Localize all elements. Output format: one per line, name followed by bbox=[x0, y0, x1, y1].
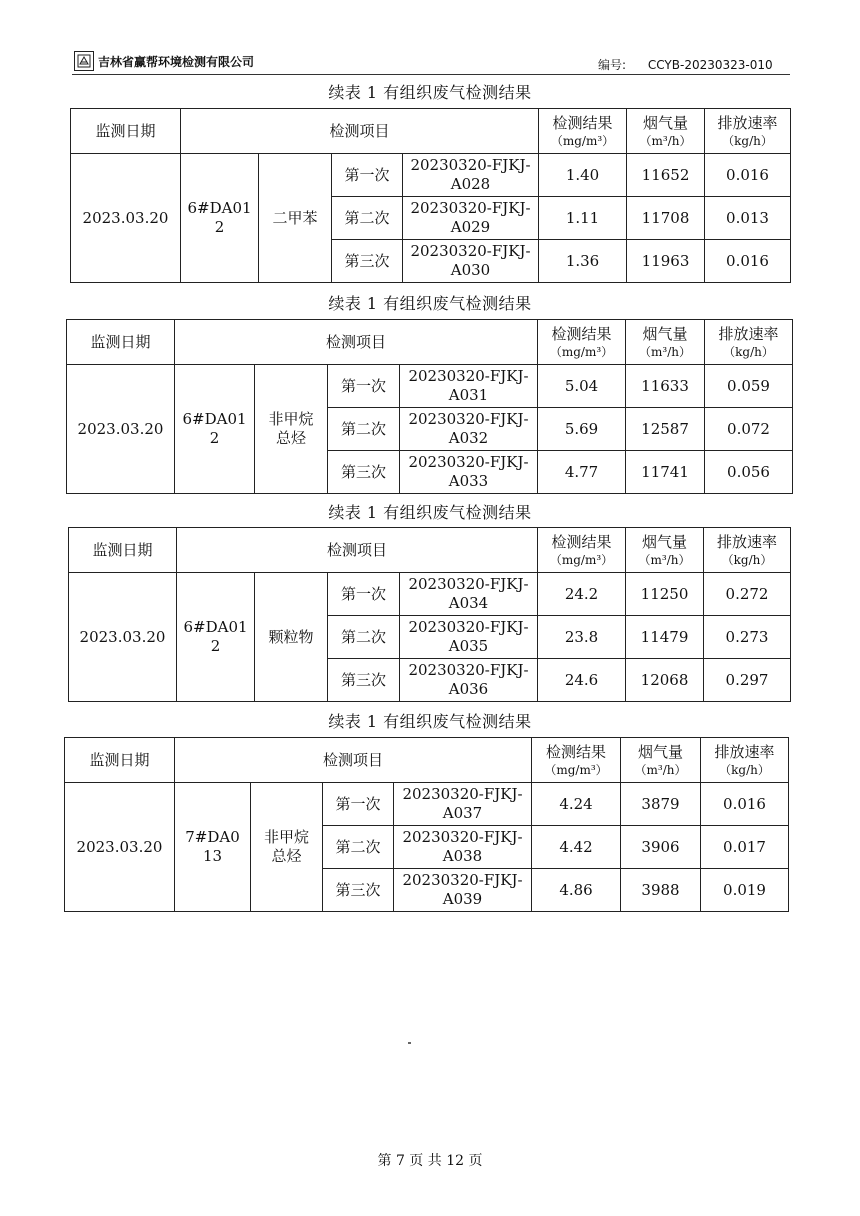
header-result-label: 检测结果 bbox=[551, 324, 612, 343]
cell-rate: 0.019 bbox=[701, 869, 789, 912]
cell-rate: 0.059 bbox=[705, 365, 793, 408]
header-result-unit: （mg/m³） bbox=[550, 133, 615, 148]
cell-result: 1.36 bbox=[539, 240, 627, 283]
cell-pollutant: 二甲苯 bbox=[259, 154, 332, 283]
cell-rate: 0.297 bbox=[704, 659, 791, 702]
cell-sample: 20230320-FJKJ-A028 bbox=[403, 154, 539, 197]
table-header-row bbox=[67, 320, 793, 365]
header-flow-label: 烟气量 bbox=[642, 324, 688, 343]
table-header-row bbox=[71, 109, 791, 154]
cell-sample: 20230320-FJKJ-A036 bbox=[400, 659, 538, 702]
header-result bbox=[538, 528, 626, 573]
cell-order: 第一次 bbox=[328, 573, 400, 616]
cell-rate: 0.017 bbox=[701, 826, 789, 869]
header-rate-unit: （kg/h） bbox=[719, 762, 770, 777]
table-row bbox=[67, 365, 793, 408]
cell-result: 1.11 bbox=[539, 197, 627, 240]
header-result bbox=[538, 320, 626, 365]
cell-flow: 12587 bbox=[626, 408, 705, 451]
cell-result: 5.69 bbox=[538, 408, 626, 451]
cell-date: 2023.03.20 bbox=[67, 365, 175, 494]
page-number: 第 7 页 共 12 页 bbox=[377, 1153, 483, 1169]
header-flow-label: 烟气量 bbox=[638, 742, 684, 761]
header-result bbox=[539, 109, 627, 154]
header-rate-label: 排放速率 bbox=[717, 113, 778, 132]
cell-date: 2023.03.20 bbox=[69, 573, 177, 702]
cell-pollutant: 非甲烷总烃 bbox=[251, 783, 323, 912]
cell-flow: 11963 bbox=[627, 240, 705, 283]
document-number-label: 编号: bbox=[598, 58, 627, 72]
cell-result: 1.40 bbox=[539, 154, 627, 197]
document-number-value: CCYB-20230323-010 bbox=[647, 58, 773, 72]
table-header-row bbox=[65, 738, 789, 783]
header-date: 监测日期 bbox=[71, 109, 181, 154]
table-caption-3: 续表 1 有组织废气检测结果 bbox=[328, 503, 532, 522]
header-flow bbox=[621, 738, 701, 783]
header-rate-unit: （kg/h） bbox=[722, 133, 773, 148]
cell-outlet: 6#DA012 bbox=[177, 573, 255, 702]
cell-result: 24.6 bbox=[538, 659, 626, 702]
header-date: 监测日期 bbox=[67, 320, 175, 365]
cell-sample: 20230320-FJKJ-A033 bbox=[400, 451, 538, 494]
cell-order: 第三次 bbox=[328, 451, 400, 494]
cell-flow: 3906 bbox=[621, 826, 701, 869]
table-caption-2: 续表 1 有组织废气检测结果 bbox=[328, 294, 532, 313]
cell-rate: 0.016 bbox=[701, 783, 789, 826]
cell-sample: 20230320-FJKJ-A030 bbox=[403, 240, 539, 283]
header-item: 检测项目 bbox=[175, 738, 532, 783]
header-rate-label: 排放速率 bbox=[718, 324, 779, 343]
header-result-unit: （mg/m³） bbox=[549, 344, 614, 359]
cell-sample: 20230320-FJKJ-A029 bbox=[403, 197, 539, 240]
cell-order: 第二次 bbox=[328, 616, 400, 659]
header-item: 检测项目 bbox=[177, 528, 538, 573]
table-row bbox=[65, 783, 789, 826]
header-result-unit: （mg/m³） bbox=[549, 552, 614, 567]
cell-order: 第一次 bbox=[328, 365, 400, 408]
cell-flow: 3879 bbox=[621, 783, 701, 826]
header-flow-unit: （m³/h） bbox=[638, 552, 691, 567]
header-flow-unit: （m³/h） bbox=[634, 762, 687, 777]
header-rate-label: 排放速率 bbox=[717, 532, 778, 551]
cell-sample: 20230320-FJKJ-A039 bbox=[394, 869, 532, 912]
header-rate bbox=[701, 738, 789, 783]
cell-order: 第三次 bbox=[323, 869, 394, 912]
cell-flow: 11741 bbox=[626, 451, 705, 494]
header-result-unit: （mg/m³） bbox=[544, 762, 608, 777]
table-header-row bbox=[69, 528, 791, 573]
cell-order: 第一次 bbox=[332, 154, 403, 197]
result-table-3 bbox=[68, 527, 791, 702]
cell-rate: 0.013 bbox=[705, 197, 791, 240]
cell-outlet: 6#DA012 bbox=[175, 365, 255, 494]
cell-flow: 11708 bbox=[627, 197, 705, 240]
header-flow bbox=[626, 320, 705, 365]
header-flow bbox=[627, 109, 705, 154]
cell-flow: 11652 bbox=[627, 154, 705, 197]
cell-rate: 0.016 bbox=[705, 154, 791, 197]
header-flow-unit: （m³/h） bbox=[639, 344, 691, 359]
result-table-1 bbox=[70, 108, 791, 283]
company-logo-icon bbox=[74, 51, 94, 71]
cell-sample: 20230320-FJKJ-A038 bbox=[394, 826, 532, 869]
header-item: 检测项目 bbox=[181, 109, 539, 154]
cell-sample: 20230320-FJKJ-A034 bbox=[400, 573, 538, 616]
cell-order: 第一次 bbox=[323, 783, 394, 826]
table-row bbox=[71, 154, 791, 197]
table-caption-4: 续表 1 有组织废气检测结果 bbox=[328, 712, 532, 731]
cell-flow: 11633 bbox=[626, 365, 705, 408]
cell-pollutant: 非甲烷总烃 bbox=[255, 365, 328, 494]
header-rate bbox=[704, 528, 791, 573]
cell-result: 4.86 bbox=[532, 869, 621, 912]
cell-order: 第二次 bbox=[332, 197, 403, 240]
cell-order: 第二次 bbox=[323, 826, 394, 869]
cell-sample: 20230320-FJKJ-A031 bbox=[400, 365, 538, 408]
cell-flow: 11250 bbox=[626, 573, 704, 616]
cell-rate: 0.016 bbox=[705, 240, 791, 283]
cell-flow: 3988 bbox=[621, 869, 701, 912]
document-number bbox=[598, 56, 773, 73]
header-rate-unit: （kg/h） bbox=[723, 344, 774, 359]
header-flow-label: 烟气量 bbox=[643, 113, 689, 132]
cell-flow: 11479 bbox=[626, 616, 704, 659]
company-name: 吉林省赢帮环境检测有限公司 bbox=[98, 54, 255, 69]
cell-order: 第三次 bbox=[328, 659, 400, 702]
header-date: 监测日期 bbox=[69, 528, 177, 573]
table-caption-1: 续表 1 有组织废气检测结果 bbox=[328, 83, 532, 102]
header-date: 监测日期 bbox=[65, 738, 175, 783]
cell-outlet: 7#DA013 bbox=[175, 783, 251, 912]
header-flow bbox=[626, 528, 704, 573]
cell-result: 4.24 bbox=[532, 783, 621, 826]
cell-rate: 0.056 bbox=[705, 451, 793, 494]
scan-speck bbox=[408, 1042, 411, 1044]
cell-sample: 20230320-FJKJ-A037 bbox=[394, 783, 532, 826]
header-result-label: 检测结果 bbox=[551, 532, 612, 551]
cell-result: 4.42 bbox=[532, 826, 621, 869]
header-item: 检测项目 bbox=[175, 320, 538, 365]
header-rate bbox=[705, 320, 793, 365]
header-result-label: 检测结果 bbox=[552, 113, 613, 132]
cell-result: 5.04 bbox=[538, 365, 626, 408]
header-flow-unit: （m³/h） bbox=[639, 133, 692, 148]
header-rate-label: 排放速率 bbox=[714, 742, 775, 761]
cell-pollutant: 颗粒物 bbox=[255, 573, 328, 702]
cell-outlet: 6#DA012 bbox=[181, 154, 259, 283]
header-rate bbox=[705, 109, 791, 154]
company-header bbox=[74, 50, 254, 72]
cell-order: 第三次 bbox=[332, 240, 403, 283]
cell-result: 23.8 bbox=[538, 616, 626, 659]
cell-sample: 20230320-FJKJ-A032 bbox=[400, 408, 538, 451]
cell-rate: 0.273 bbox=[704, 616, 791, 659]
cell-date: 2023.03.20 bbox=[65, 783, 175, 912]
result-table-2 bbox=[66, 319, 793, 494]
cell-result: 4.77 bbox=[538, 451, 626, 494]
result-table-4 bbox=[64, 737, 789, 912]
cell-rate: 0.272 bbox=[704, 573, 791, 616]
cell-rate: 0.072 bbox=[705, 408, 793, 451]
cell-flow: 12068 bbox=[626, 659, 704, 702]
header-rate-unit: （kg/h） bbox=[721, 552, 773, 567]
header-result bbox=[532, 738, 621, 783]
cell-order: 第二次 bbox=[328, 408, 400, 451]
header-divider bbox=[72, 74, 790, 75]
table-row bbox=[69, 573, 791, 616]
cell-result: 24.2 bbox=[538, 573, 626, 616]
header-flow-label: 烟气量 bbox=[642, 532, 688, 551]
cell-sample: 20230320-FJKJ-A035 bbox=[400, 616, 538, 659]
header-result-label: 检测结果 bbox=[546, 742, 607, 761]
cell-date: 2023.03.20 bbox=[71, 154, 181, 283]
